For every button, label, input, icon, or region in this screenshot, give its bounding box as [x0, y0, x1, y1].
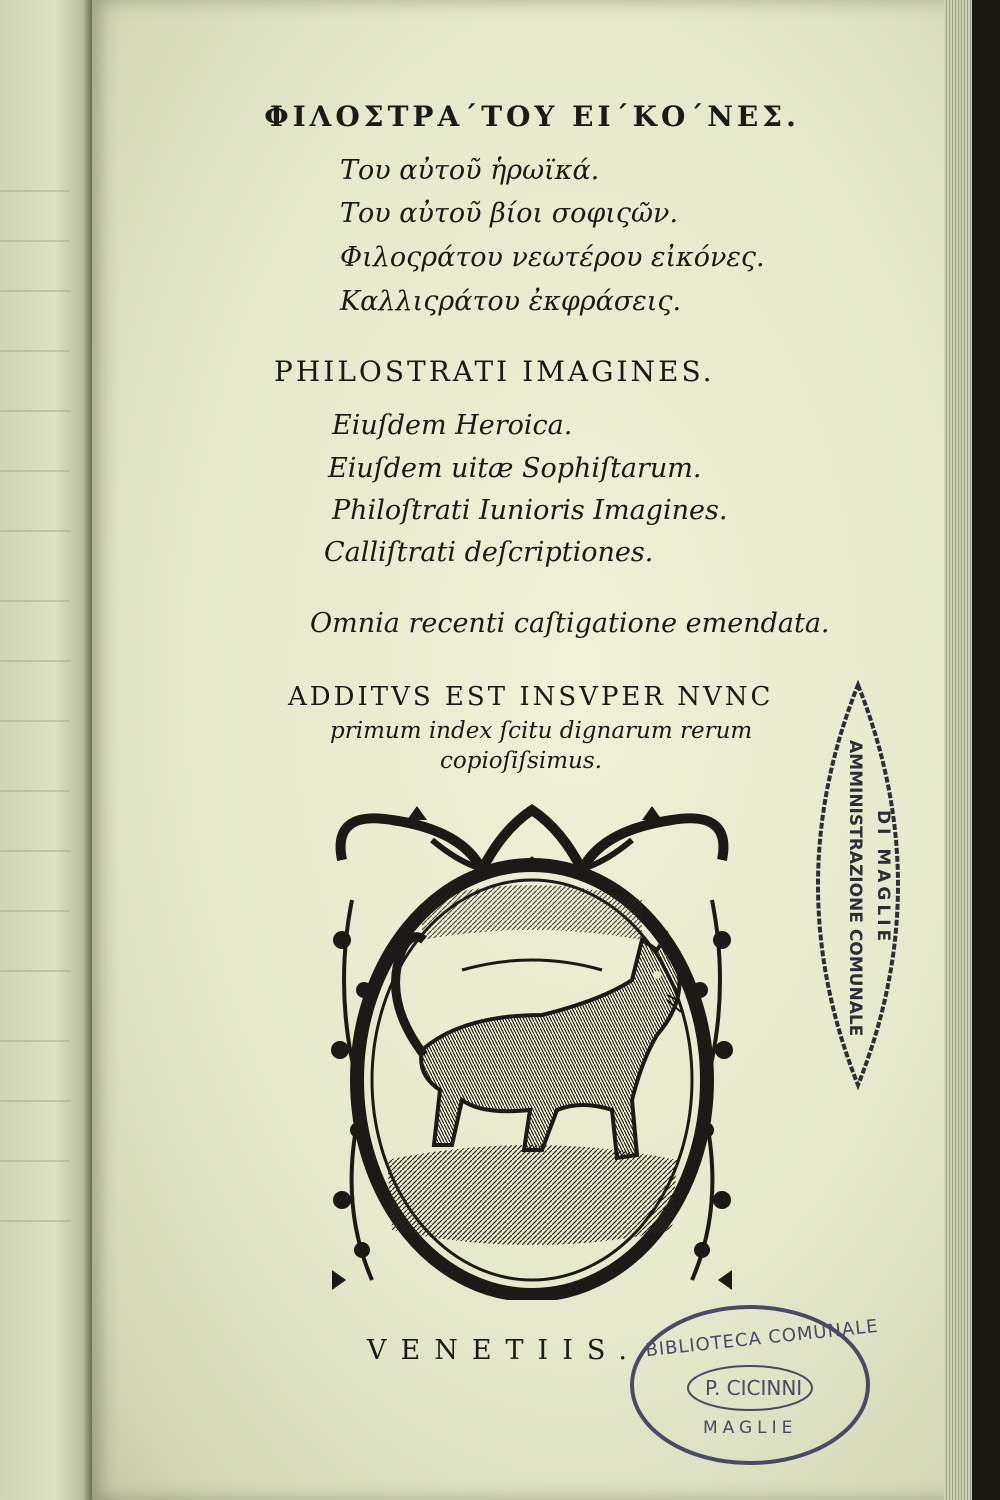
copiosissimus-line: copioſiſsimus.	[440, 748, 602, 774]
cat-woodcut-device	[312, 800, 752, 1300]
greek-line-1: Του αὐτοῦ ἡρωϊκά.	[340, 155, 600, 186]
greek-line-4: Καλλιςράτου ἐκφράσεις.	[340, 286, 682, 317]
additus-line: ADDITVS EST INSVPER NVNC	[288, 682, 774, 712]
round-stamp-line-1: BIBLIOTECA COMUNALE	[644, 1315, 880, 1362]
latin-title: PHILOSTRATI IMAGINES.	[274, 355, 715, 388]
oval-stamp-line-1: AMMINISTRAZIONE COMUNALE	[845, 740, 865, 1037]
page-fore-edge	[944, 0, 972, 1500]
latin-line-1: Eiuſdem Heroica.	[332, 410, 573, 441]
index-line: primum index ſcitu dignarum rerum	[330, 718, 753, 744]
greek-line-3: Φιλοςράτου νεωτέρου εἰκόνες.	[340, 242, 765, 273]
round-stamp-line-2: P. CICINNI	[705, 1376, 803, 1400]
round-stamp-line-3: MAGLIE	[703, 1418, 798, 1438]
facing-page	[0, 0, 92, 1500]
imprint-venetiis: VENETIIS.	[367, 1335, 641, 1366]
greek-line-2: Του αὐτοῦ βίοι σοφιςῶν.	[340, 198, 679, 229]
library-stamp-round	[625, 1300, 880, 1470]
oval-stamp-line-2: DI MAGLIE	[873, 810, 893, 946]
latin-line-4: Calliſtrati deſcriptiones.	[324, 537, 654, 568]
library-stamp-oval	[788, 680, 928, 1090]
omnia-line: Omnia recenti caſtigatione emendata.	[310, 608, 830, 639]
latin-line-2: Eiuſdem uitæ Sophiſtarum.	[328, 453, 702, 484]
latin-line-3: Philoſtrati Iunioris Imagines.	[332, 495, 728, 526]
greek-title: ΦΙΛΟΣΤΡΑ΄ΤΟΥ ΕΙ΄ΚΟ΄ΝΕΣ.	[264, 100, 800, 133]
